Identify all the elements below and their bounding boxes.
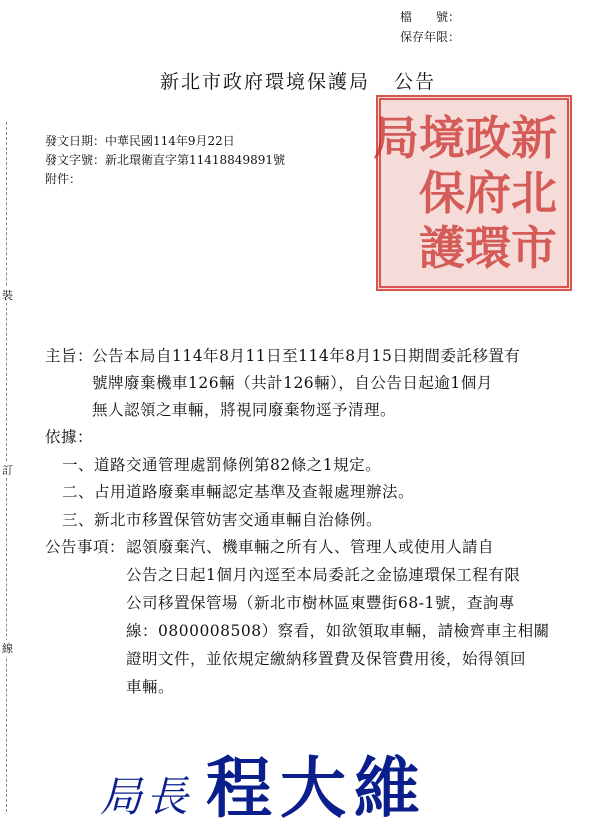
retention-period-label: 保存年限： <box>400 30 461 44</box>
seal-char: 保 <box>419 166 465 220</box>
subject-line: 無人認領之車輛，將視同廢棄物逕予清理。 <box>92 401 397 419</box>
official-seal <box>373 95 572 291</box>
seal-char: 府 <box>465 166 511 220</box>
subject-line: 號牌廢棄機車126輛（共計126輛），自公告日起逾1個月 <box>92 374 493 392</box>
notice-line: 公告之日起1個月內逕至本局委託之金協連環保工程有限 <box>126 566 521 584</box>
file-number-label: 檔 號： <box>400 10 461 24</box>
subject-line: 公告本局自114年8月11日至114年8月15日期間委託移置有 <box>92 347 521 365</box>
director-title: 局長 <box>100 772 193 821</box>
basis-label: 依據： <box>45 428 94 446</box>
notice-line: 公司移置保管場（新北市樹林區東豐街68-1號，查詢專 <box>126 594 515 612</box>
binding-char-zhuang: 裝 <box>2 289 13 302</box>
notice-line: 線：0800008508）察看，如欲領取車輛，請檢齊車主相關 <box>126 622 550 640</box>
seal-char: 境 <box>419 111 465 165</box>
document-type: 公告 <box>394 71 437 93</box>
page-title <box>160 67 436 94</box>
basis-item: 一、道路交通管理處罰條例第82條之1規定。 <box>62 456 382 474</box>
document-number: 發文字號：新北環衛直字第11418849891號 <box>45 153 285 167</box>
seal-char: 政 <box>465 111 511 165</box>
seal-char: 局 <box>373 111 419 165</box>
director-signature <box>100 735 428 830</box>
binding-char-xian: 線 <box>2 642 13 655</box>
notice-label: 公告事項： <box>45 538 126 556</box>
subject-label: 主旨： <box>45 347 94 365</box>
notice-line: 證明文件，並依規定繳納移置費及保管費用後，始得領回 <box>126 650 527 668</box>
notice-line: 認領廢棄汽、機車輛之所有人、管理人或使用人請自 <box>126 538 495 556</box>
seal-char: 環 <box>465 221 511 275</box>
issue-date: 發文日期：中華民國114年9月22日 <box>45 134 235 148</box>
seal-char: 北 <box>511 166 557 220</box>
seal-char: 市 <box>511 221 557 275</box>
attachment-label: 附件： <box>45 172 82 186</box>
basis-item: 二、占用道路廢棄車輛認定基準及查報處理辦法。 <box>62 483 415 501</box>
binding-char-ding: 訂 <box>2 464 13 477</box>
notice-line: 車輛。 <box>126 678 175 696</box>
director-name: 程大維 <box>206 749 429 827</box>
seal-char: 新 <box>511 111 557 165</box>
seal-char: 護 <box>419 221 465 275</box>
basis-item: 三、新北市移置保管妨害交通車輛自治條例。 <box>62 511 383 529</box>
agency-name: 新北市政府環境保護局 <box>160 71 371 93</box>
